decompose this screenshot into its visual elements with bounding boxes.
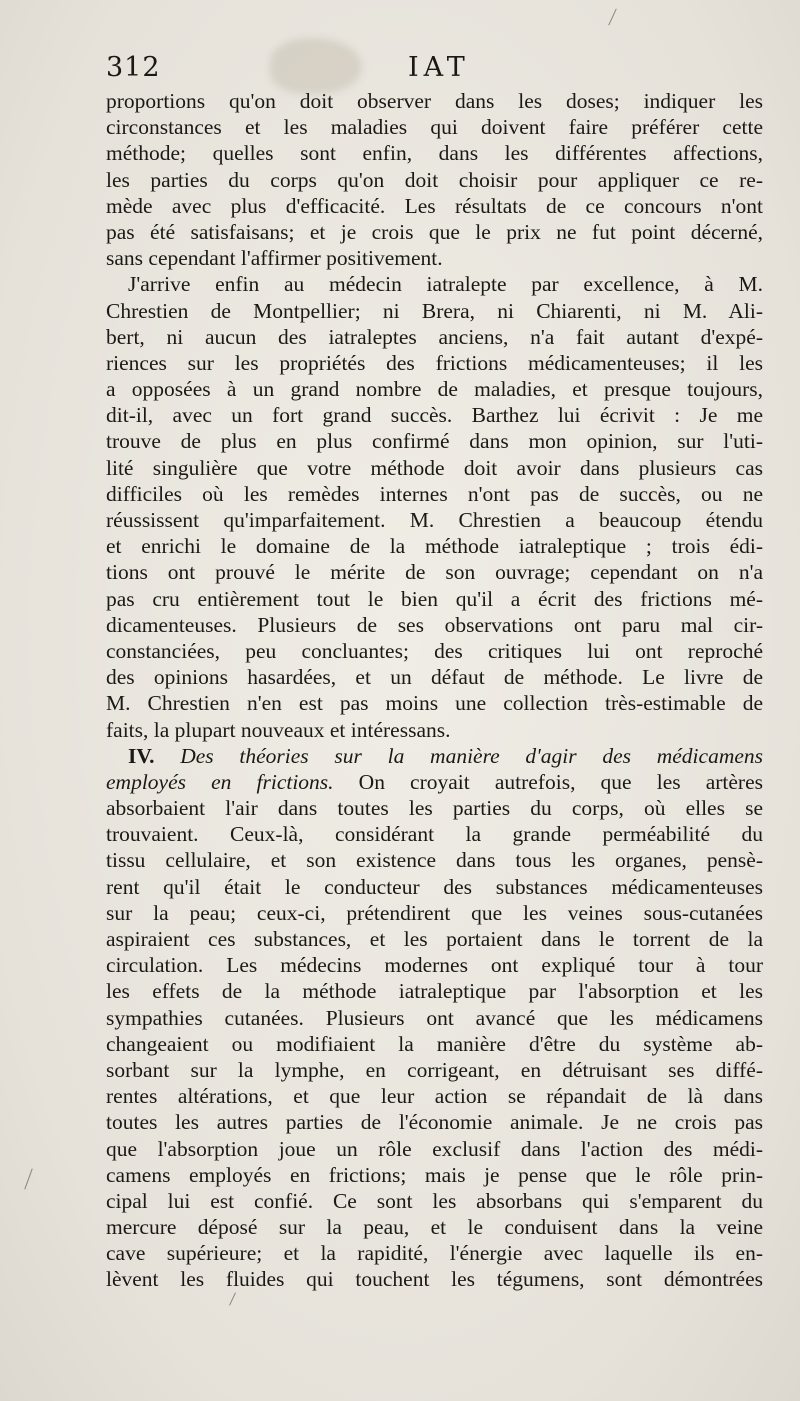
text-line: les parties du corps qu'on doit choisir pour appliquer ce re- — [106, 167, 763, 192]
text-line: sympathies cutanées. Plusieurs ont avancé que les médicamens — [106, 1005, 763, 1030]
text-line: sorbant sur la lymphe, en corrigeant, en détruisant ses diffé- — [106, 1057, 763, 1082]
text-line: circulation. Les médecins modernes ont expliqué tour à tour — [106, 953, 763, 978]
text-line: a opposées à un grand nombre de maladies, et presque toujours, — [106, 377, 763, 402]
paper-mark — [608, 9, 617, 26]
text-line: mercure déposé sur la peau, et le conduisent dans la veine — [106, 1215, 763, 1240]
text-line: M. Chrestien n'en est pas moins une collection très-estimable de — [106, 691, 763, 716]
text-line: dit-il, avec un fort grand succès. Barthez lui écrivit : Je me — [106, 403, 763, 428]
text-line: sur la peau; ceux-ci, prétendirent que les veines sous-cutanées — [106, 900, 763, 925]
text-line: sans cependant l'affirmer positivement. — [106, 246, 443, 271]
text-line: pas été satisfaisans; et je crois que le prix ne fut point décerné, — [106, 219, 763, 244]
text-line: trouve de plus en plus confirmé dans mon opinion, sur l'uti- — [106, 429, 763, 454]
text-line: rent qu'il était le conducteur des substances médicamenteuses — [106, 874, 763, 899]
text-line: trouvaient. Ceux-là, considérant la grande perméabilité du — [106, 822, 763, 847]
text-line: Chrestien de Montpellier; ni Brera, ni Chiarenti, ni M. Ali- — [106, 298, 763, 323]
text-line: des opinions hasardées, et un défaut de méthode. Le livre de — [106, 665, 763, 690]
page-header — [106, 52, 761, 92]
text-line: riences sur les propriétés des frictions médicamenteuses; il les — [106, 350, 763, 375]
text-line: cave supérieure; et la rapidité, l'énergie avec laquelle ils en- — [106, 1241, 763, 1266]
paper-mark — [229, 1292, 236, 1305]
text-line: pas cru entièrement tout le bien qu'il a écrit des frictions mé- — [106, 586, 763, 611]
text-line: les effets de la méthode iatraleptique par l'absorption et les — [106, 979, 763, 1004]
text-fragment: On croyait autrefois, que les artères — [358, 769, 763, 794]
text-line: aspiraient ces substances, et les portaient dans le torrent de la — [106, 927, 763, 951]
text-line: bert, ni aucun des iatraleptes anciens, n'a fait autant d'expé- — [106, 324, 763, 349]
text-line: camens employés en frictions; mais je pense que le rôle prin- — [106, 1162, 763, 1187]
text-line: lité singulière que votre méthode doit avoir dans plusieurs cas — [106, 455, 763, 480]
text-line: cipal lui est confié. Ce sont les absorbans qui s'emparent du — [106, 1188, 763, 1213]
text-line: faits, la plupart nouveaux et intéressans. — [106, 717, 451, 742]
section-number: IV. — [128, 743, 155, 768]
running-head: IAT — [408, 52, 470, 83]
paragraph-2 — [106, 271, 763, 742]
paper-mark — [24, 1168, 32, 1189]
text-line: toutes les autres parties de l'économie animale. Je ne crois pas — [106, 1110, 763, 1135]
text-line: constanciées, peu concluantes; des critiques lui ont reproché — [106, 638, 763, 663]
text-line: proportions qu'on doit observer dans les doses; indiquer les — [106, 89, 763, 113]
text-line: réussissent qu'imparfaitement. M. Chrestien a beaucoup étendu — [106, 508, 763, 532]
text-line: changeaient ou modifiaient la manière d'être du système ab- — [106, 1031, 763, 1056]
text-line: rentes altérations, et que leur action se répandait de là dans — [106, 1084, 763, 1109]
text-line: que l'absorption joue un rôle exclusif dans l'action des médi- — [106, 1136, 763, 1161]
section-title-continued: employés en frictions. — [106, 769, 334, 794]
text-line: absorbaient l'air dans toutes les parties du corps, où elles se — [106, 796, 763, 821]
text-line: difficiles où les remèdes internes n'ont pas de succès, ou ne — [106, 481, 763, 506]
body-text — [106, 88, 763, 1293]
section-title: Des théories sur la manière d'agir des médicamens — [180, 743, 764, 768]
paragraph-1 — [106, 88, 763, 271]
page-number: 312 — [106, 52, 161, 83]
text-line: et enrichi le domaine de la méthode iatraleptique ; trois édi- — [106, 534, 763, 559]
text-line: J'arrive enfin au médecin iatralepte par excellence, à M. — [128, 272, 763, 297]
text-line: méthode; quelles sont enfin, dans les différentes affections, — [106, 141, 763, 166]
section-heading-line — [106, 743, 763, 769]
text-line: tions ont prouvé le mérite de son ouvrage; cependant on n'a — [106, 560, 763, 585]
text-line: dicamenteuses. Plusieurs de ses observations ont paru mal cir- — [106, 612, 763, 637]
section-heading-line — [106, 769, 763, 795]
text-line: tissu cellulaire, et son existence dans tous les organes, pensè- — [106, 848, 763, 873]
text-line: circonstances et les maladies qui doivent faire préférer cette — [106, 115, 763, 140]
text-line: lèvent les fluides qui touchent les tégumens, sont démontrées — [106, 1267, 763, 1292]
paragraph-3 — [106, 743, 763, 1293]
text-line: mède avec plus d'efficacité. Les résultats de ce concours n'ont — [106, 193, 763, 218]
